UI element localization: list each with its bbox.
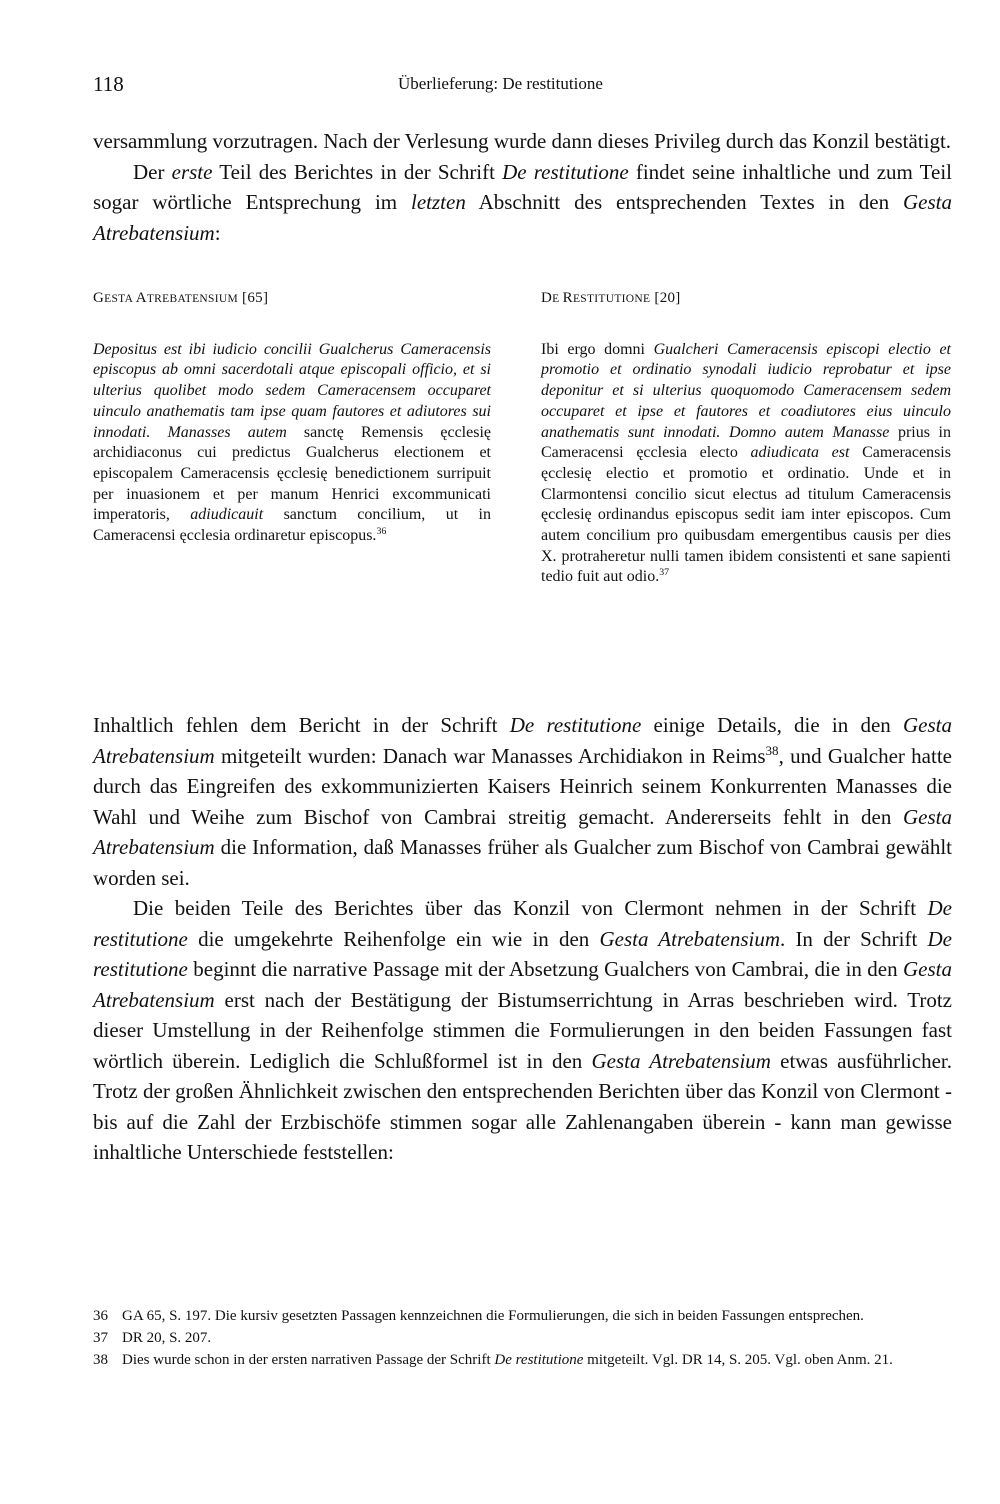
footnote-text: DR 20, S. 207. (122, 1330, 212, 1346)
page-number: 118 (93, 72, 124, 96)
right-column-de-restitutione (541, 288, 951, 588)
page-header (93, 72, 952, 102)
main-paragraph-2: Die beiden Teile des Berichtes über das Konzil von Clermont nehmen in der Schrift De restitutione die umgekehrte Reihenfolge ein wie in den Gesta Atrebatensium. In der Schrift De restitutione beginnt die narrative Passage mit der Absetzung Gualchers von Cambrai, die in den Gesta Atrebatensium erst nach der Bestätigung der Bistumserrichtung in Arras beschrieben wird. Trotz dieser Umstellung in der Reihenfolge stimmen die Formulierungen in den beiden Fassungen fast wörtlich überein. Lediglich die Schlußformel ist in den Gesta Atrebatensium etwas ausführlicher. Trotz der großen Ähnlichkeit zwischen den entsprechenden Berichten über das Konzil von Clermont - bis auf die Zahl der Erzbischöfe stimmen sogar alle Zahlenangaben überein - kann man gewisse inhaltliche Unterschiede feststellen: (93, 896, 952, 1164)
main-text (93, 710, 952, 1168)
running-title: Überlieferung: De restitutione (398, 74, 603, 93)
footnote-number: 36 (93, 1308, 108, 1324)
footnote-number: 37 (93, 1330, 108, 1346)
footnote-38 (93, 1351, 952, 1370)
intro-text (93, 126, 952, 248)
footnote-ref-37[interactable]: 37 (659, 567, 670, 579)
footnote-text: Dies wurde schon in der ersten narrativen Passage der Schrift De restitutione mitgeteilt. Vgl. DR 14, S. 205. Vgl. oben Anm. 21. (122, 1352, 893, 1368)
intro-paragraph-1: versammlung vorzutragen. Nach der Verlesung wurde dann dieses Privileg durch das Konzil bestätigt. (93, 129, 952, 153)
footnotes (93, 1307, 952, 1373)
main-paragraph-1: Inhaltlich fehlen dem Bericht in der Schrift De restitutione einige Details, die in den Gesta Atrebatensium mitgeteilt wurden: Danach war Manasses Archidiakon in Reims$^{38}$, und Gualcher hatte durch das Eingreifen des exkommunizierten Kaisers Heinrich seinem Konkurrenten Manasses die Wahl und Weihe zum Bischof von Cambrai streitig gemacht. Andererseits fehlt in den Gesta Atrebatensium die Information, daß Manasses früher als Gualcher zum Bischof von Cambrai gewählt worden sei. (93, 713, 953, 890)
footnote-37 (93, 1329, 952, 1348)
left-column-text: Depositus est ibi iudicio concilii Gualcherus Cameracensis episcopus ab omni sacerdotali atque episcopali officio, et si ulterius quolibet modo sedem Cameracensem occuparet uinculo anathematis tam ipse quam fautores et adiutores sui innodati. Manasses autem sanctę Remensis ęcclesię archidiaconus cui predictus Gualcherus electionem et episcopalem Cameracensis ęcclesię benedictionem surripuit per inuasionem et per manum Henrici excommunicati imperatoris, adiudicauit sanctum concilium, ut in Cameracensi ęcclesia ordinaretur episcopus.$^{36}$ (93, 340, 491, 545)
left-column-heading: GESTA ATREBATENSIUM [65] (93, 290, 269, 306)
footnote-ref-36[interactable]: 36 (376, 525, 387, 537)
footnote-text: GA 65, S. 197. Die kursiv gesetzten Passagen kennzeichnen die Formulierungen, die sich in beiden Fassungen entsprechen. (122, 1308, 864, 1324)
intro-paragraph-2: Der erste Teil des Berichtes in der Schrift De restitutione findet seine inhaltliche und zum Teil sogar wörtliche Entsprechung im letzten Abschnitt des entsprechenden Textes in den Gesta Atrebatensium: (93, 159, 952, 245)
left-column-gesta-atrebatensium (93, 288, 491, 547)
right-column-text: Ibi ergo domni Gualcheri Cameracensis episcopi electio et promotio et ordinatio synodali iudicio reprobatur et ipse deponitur et si ulterius quoquomodo Cameracensem sedem occuparet et ipse et fautores et coadiutores eius uinculo anathematis sunt innodati. Domno autem Manasse prius in Cameracensi ęcclesia electo adiudicata est Cameracensis ęcclesię electio et promotio et ordinatio. Unde et in Clarmontensi concilio sicut electus ad titulum Cameracensis ęcclesię ordinandus episcopus sedit iam inter episcopos. Cum autem concilium pro quibusdam emergentibus causis per dies X. protraheretur nulli tamen ibidem consistenti et sane sapienti tedio fuit aut odio.$^{37}$ (541, 340, 951, 586)
right-column-heading: DE RESTITUTIONE [20] (541, 290, 681, 306)
footnote-number: 38 (93, 1352, 108, 1368)
footnote-36 (93, 1307, 952, 1326)
footnote-ref-38[interactable]: 38 (765, 742, 779, 758)
